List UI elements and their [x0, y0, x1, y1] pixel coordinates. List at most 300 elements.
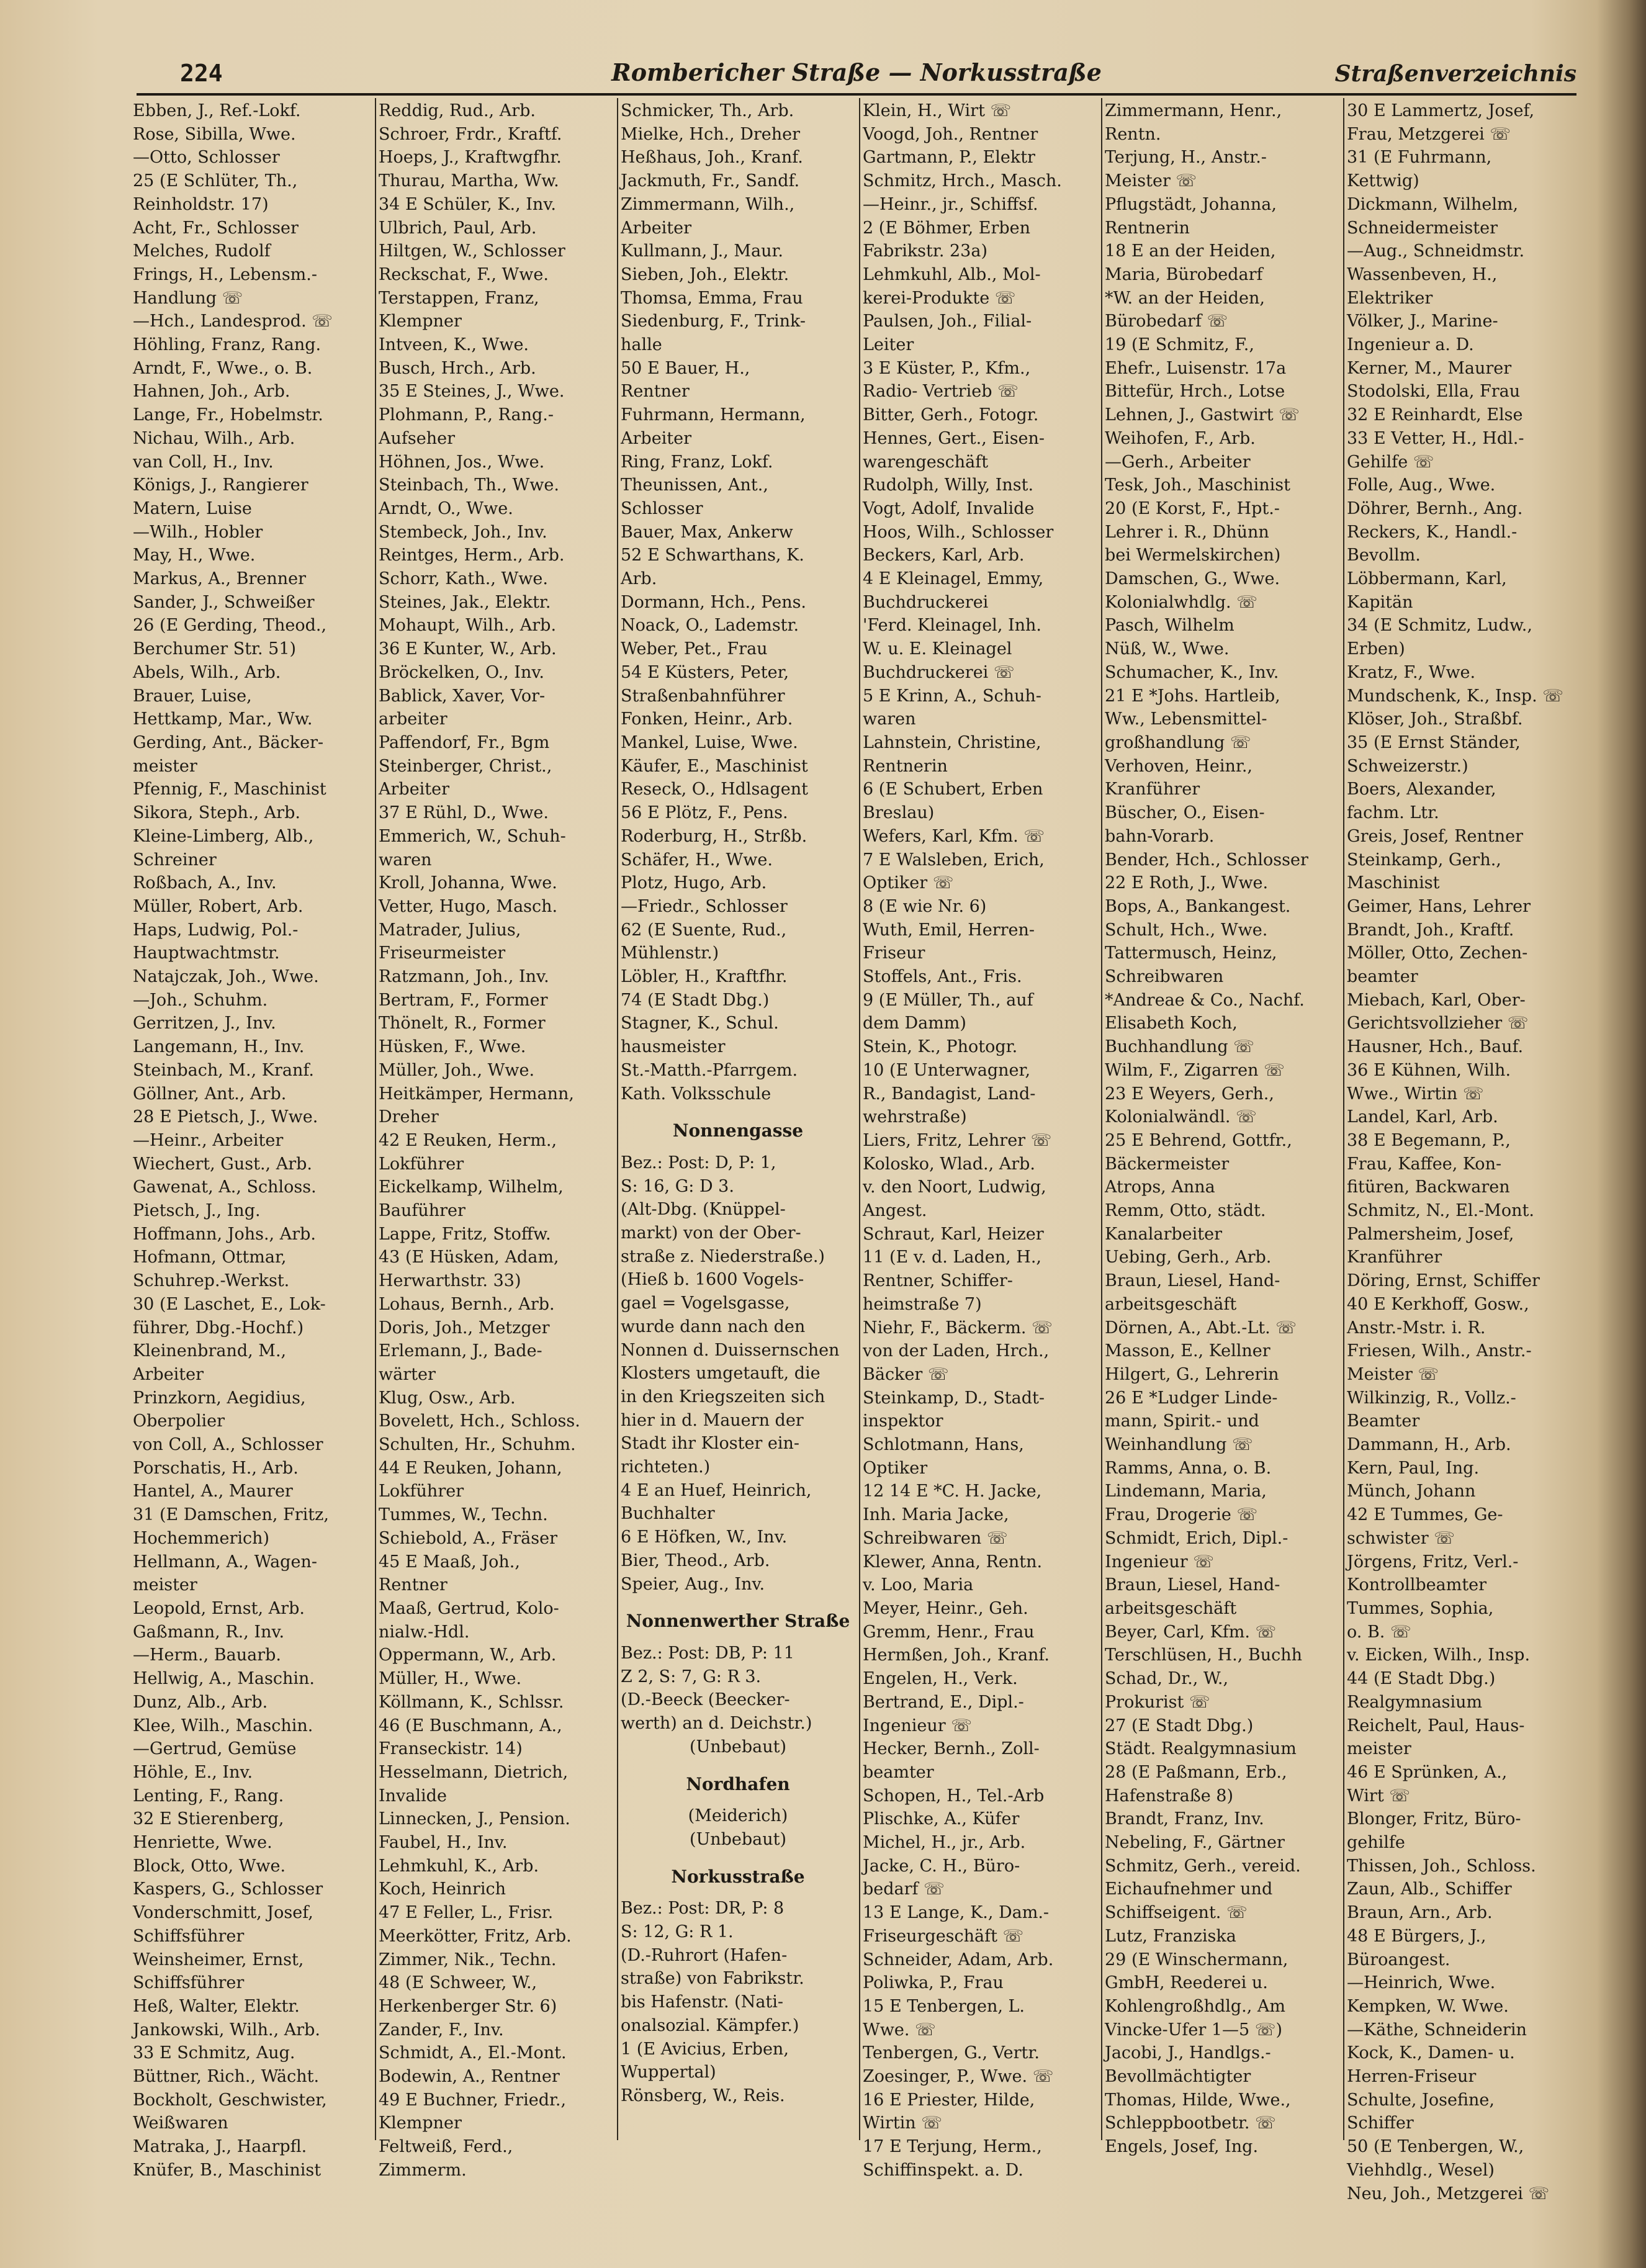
- directory-entry: Döhrer, Bernh., Ang.: [1347, 498, 1523, 518]
- directory-entry: 33 E Vetter, H., Hdl.-: [1347, 428, 1524, 448]
- directory-entry: Städt. Realgymnasium: [1105, 1739, 1297, 1759]
- directory-entry: Weihofen, F., Arb.: [1105, 428, 1256, 448]
- directory-entry: Rentner: [379, 1575, 447, 1595]
- directory-entry: 38 E Begemann, P.,: [1347, 1130, 1511, 1150]
- directory-entry: Abels, Wilh., Arb.: [133, 662, 281, 682]
- directory-entry: meister: [133, 756, 197, 776]
- directory-entry: Matern, Luise: [133, 498, 252, 518]
- directory-entry: Mohaupt, Wilh., Arb.: [379, 616, 557, 636]
- directory-entry: 3 E Küster, P., Kfm.,: [863, 358, 1031, 378]
- directory-entry: Lohaus, Bernh., Arb.: [379, 1294, 555, 1314]
- directory-entry: 49 E Buchner, Friedr.,: [379, 2090, 567, 2110]
- directory-entry: Greis, Josef, Rentner: [1347, 826, 1524, 846]
- directory-entry: Hoeps, J., Kraftwgfhr.: [379, 148, 562, 168]
- directory-entry: Bodewin, A., Rentner: [379, 2067, 560, 2087]
- directory-entry: Mühlenstr.): [621, 943, 719, 963]
- directory-entry: Jacke, C. H., Büro-: [863, 1856, 1020, 1876]
- directory-entry: Müller, Joh., Wwe.: [379, 1060, 535, 1080]
- directory-entry: —Wilh., Hobler: [133, 522, 263, 542]
- directory-entry: Wassenbeven, H.,: [1347, 264, 1498, 284]
- directory-entry: Zaun, Alb., Schiffer: [1347, 1879, 1512, 1899]
- directory-entry: —Heinr., Arbeiter: [133, 1130, 284, 1150]
- directory-entry: Langemann, H., Inv.: [133, 1037, 305, 1057]
- directory-entry: Oberpolier: [133, 1411, 225, 1431]
- directory-entry: Kleine-Limberg, Alb.,: [133, 826, 314, 846]
- directory-entry: 32 E Stierenberg,: [133, 1809, 284, 1829]
- directory-entry: Kettwig): [1347, 171, 1419, 191]
- directory-entry: (D.-Beeck (Beecker-: [621, 1690, 790, 1710]
- directory-entry: Stodolski, Ella, Frau: [1347, 382, 1521, 402]
- directory-entry: Rose, Sibilla, Wwe.: [133, 124, 296, 144]
- directory-entry: onalsozial. Kämpfer.): [621, 2015, 799, 2035]
- directory-entry: straße) von Fabrikstr.: [621, 1969, 804, 1989]
- directory-entry: Hilgert, G., Lehrerin: [1105, 1364, 1279, 1384]
- directory-entry: Voogd, Joh., Rentner: [863, 124, 1038, 144]
- directory-entry: Pfennig, F., Maschinist: [133, 780, 326, 799]
- directory-entry: Schiebold, A., Fräser: [379, 1528, 557, 1548]
- directory-entry: von der Laden, Hrch.,: [863, 1341, 1050, 1361]
- directory-entry: Lehmkuhl, K., Arb.: [379, 1856, 539, 1876]
- directory-entry: 48 (E Schweer, W.,: [379, 1973, 537, 1993]
- directory-entry: Franseckistr. 14): [379, 1739, 523, 1759]
- directory-entry: nialw.-Hdl.: [379, 1622, 470, 1642]
- directory-column-6: [1347, 99, 1578, 2203]
- directory-entry: gael = Vogelsgasse,: [621, 1294, 790, 1313]
- directory-entry: Bertram, F., Former: [379, 990, 548, 1010]
- directory-entry: (Unbebaut): [689, 1737, 787, 1757]
- directory-entry: 52 E Schwarthans, K.: [621, 546, 804, 565]
- directory-entry: —Heinr., jr., Schiffsf.: [863, 194, 1038, 214]
- directory-entry: Bauer, Max, Ankerw: [621, 522, 793, 542]
- directory-entry: Ingenieur a. D.: [1347, 335, 1474, 355]
- directory-entry: Bablick, Xaver, Vor-: [379, 686, 546, 706]
- directory-entry: Gerding, Ant., Bäcker-: [133, 732, 324, 752]
- directory-entry: Steinbach, M., Kranf.: [133, 1060, 314, 1080]
- directory-entry: 46 E Sprünken, A.,: [1347, 1762, 1508, 1782]
- directory-entry: 31 (E Damschen, Fritz,: [133, 1505, 329, 1525]
- directory-entry: Thissen, Joh., Schloss.: [1347, 1856, 1536, 1876]
- directory-entry: Lindemann, Maria,: [1105, 1482, 1267, 1501]
- directory-entry: Mielke, Hch., Dreher: [621, 124, 801, 144]
- directory-entry: Dammann, H., Arb.: [1347, 1435, 1511, 1455]
- directory-entry: warengeschäft: [863, 452, 989, 472]
- directory-entry: Frau, Drogerie ☏: [1105, 1505, 1258, 1525]
- directory-entry: 8 (E wie Nr. 6): [863, 896, 987, 916]
- directory-entry: Knüfer, B., Maschinist: [133, 2160, 322, 2180]
- directory-entry: Stadt ihr Kloster ein-: [621, 1434, 800, 1454]
- directory-entry: 1 (E Avicius, Erben,: [621, 2039, 789, 2059]
- directory-entry: 15 E Tenbergen, L.: [863, 1996, 1025, 2016]
- directory-entry: 48 E Bürgers, J.,: [1347, 1926, 1486, 1946]
- directory-entry: Masson, E., Kellner: [1105, 1341, 1270, 1361]
- directory-entry: Klempner: [379, 312, 462, 331]
- directory-entry: Hennes, Gert., Eisen-: [863, 428, 1045, 448]
- directory-entry: Feltweiß, Ferd.,: [379, 2137, 513, 2157]
- directory-entry: wehrstraße): [863, 1107, 967, 1127]
- directory-entry: schwister ☏: [1347, 1528, 1455, 1548]
- directory-entry: Bier, Theod., Arb.: [621, 1550, 770, 1570]
- directory-entry: Kanalarbeiter: [1105, 1224, 1223, 1244]
- directory-entry: Hellmann, A., Wagen-: [133, 1552, 317, 1572]
- directory-entry: Kullmann, J., Maur.: [621, 241, 784, 261]
- directory-entry: (Hieß b. 1600 Vogels-: [621, 1270, 804, 1290]
- directory-entry: Straßenbahnführer: [621, 686, 785, 706]
- street-heading: Norkusstraße: [671, 1866, 805, 1887]
- directory-entry: Uebing, Gerh., Arb.: [1105, 1248, 1272, 1267]
- directory-entry: Schweizerstr.): [1347, 756, 1468, 776]
- directory-entry: 34 E Schüler, K., Inv.: [379, 194, 556, 214]
- directory-entry: wurde dann nach den: [621, 1316, 806, 1336]
- directory-entry: Klempner: [379, 2113, 462, 2133]
- directory-entry: von Coll, A., Schlosser: [133, 1435, 323, 1455]
- directory-entry: Friesen, Wilh., Anstr.-: [1347, 1341, 1532, 1361]
- directory-entry: dem Damm): [863, 1014, 966, 1033]
- directory-entry: straße z. Niederstraße.): [621, 1246, 825, 1266]
- directory-entry: Brandt, Joh., Kraftf.: [1347, 920, 1514, 940]
- directory-entry: Steinberger, Christ.,: [379, 756, 552, 776]
- directory-entry: Höhling, Franz, Rang.: [133, 335, 322, 355]
- directory-entry: Nebeling, F., Gärtner: [1105, 1833, 1285, 1853]
- directory-entry: Schult, Hch., Wwe.: [1105, 920, 1268, 940]
- directory-entry: Reichelt, Paul, Haus-: [1347, 1716, 1525, 1735]
- directory-entry: Prokurist ☏: [1105, 1692, 1210, 1712]
- directory-entry: Meister ☏: [1347, 1364, 1439, 1384]
- directory-entry: Maria, Bürobedarf: [1105, 264, 1263, 284]
- page-title: Rombericher Straße — Norkusstraße: [611, 58, 1102, 86]
- directory-entry: Weinhandlung ☏: [1105, 1435, 1253, 1455]
- directory-entry: Gartmann, P., Elektr: [863, 148, 1035, 168]
- street-heading: Nonnenwerther Straße: [626, 1611, 850, 1632]
- directory-entry: Bauführer: [379, 1201, 465, 1221]
- directory-entry: Arbeiter: [621, 428, 692, 448]
- directory-entry: Vetter, Hugo, Masch.: [379, 896, 558, 916]
- directory-entry: arbeiter: [379, 709, 447, 729]
- directory-entry: Klee, Wilh., Maschin.: [133, 1716, 313, 1735]
- directory-entry: Weber, Pet., Frau: [621, 639, 768, 659]
- directory-entry: —Friedr., Schlosser: [621, 896, 788, 916]
- directory-entry: Schmidt, Erich, Dipl.-: [1105, 1528, 1288, 1548]
- directory-entry: May, H., Wwe.: [133, 546, 256, 565]
- directory-entry: Nichau, Wilh., Arb.: [133, 428, 295, 448]
- directory-entry: Handlung ☏: [133, 288, 243, 308]
- directory-entry: Klewer, Anna, Rentn.: [863, 1552, 1043, 1572]
- directory-entry: Matrader, Julius,: [379, 920, 521, 940]
- directory-entry: bei Wermelskirchen): [1105, 546, 1281, 565]
- directory-entry: 28 E Pietsch, J., Wwe.: [133, 1107, 318, 1127]
- directory-entry: bedarf ☏: [863, 1879, 945, 1899]
- directory-entry: Bürobedarf ☏: [1105, 312, 1228, 331]
- directory-entry: Beckers, Karl, Arb.: [863, 546, 1025, 565]
- directory-entry: Breslau): [863, 803, 935, 823]
- directory-entry: Nüß, W., Wwe.: [1105, 639, 1230, 659]
- directory-entry: Lehmkuhl, Alb., Mol-: [863, 264, 1041, 284]
- directory-entry: Stembeck, Joh., Inv.: [379, 522, 547, 542]
- directory-entry: Haps, Ludwig, Pol.-: [133, 920, 299, 940]
- directory-column-3: [621, 99, 855, 2135]
- directory-entry: Meister ☏: [1105, 171, 1197, 191]
- directory-entry: Lehrer i. R., Dhünn: [1105, 522, 1269, 542]
- directory-entry: Kapitän: [1347, 592, 1413, 612]
- directory-entry: 18 E an der Heiden,: [1105, 241, 1276, 261]
- directory-entry: Dickmann, Wilhelm,: [1347, 194, 1519, 214]
- directory-entry: Faubel, H., Inv.: [379, 1833, 508, 1853]
- directory-entry: gehilfe: [1347, 1833, 1405, 1853]
- directory-entry: Vogt, Adolf, Invalide: [863, 498, 1035, 518]
- directory-entry: Geimer, Hans, Lehrer: [1347, 896, 1531, 916]
- directory-column-4: [863, 99, 1097, 2180]
- directory-entry: Niehr, F., Bäckerm. ☏: [863, 1318, 1053, 1338]
- directory-entry: Schmitz, Gerh., vereid.: [1105, 1856, 1301, 1876]
- directory-entry: (Unbebaut): [689, 1829, 787, 1849]
- directory-entry: Döring, Ernst, Schiffer: [1347, 1271, 1540, 1291]
- directory-entry: Steinkamp, D., Stadt-: [863, 1388, 1045, 1408]
- directory-entry: 43 (E Hüsken, Adam,: [379, 1248, 559, 1267]
- street-heading: Nonnengasse: [672, 1120, 804, 1141]
- column-divider: [1101, 98, 1102, 2140]
- directory-entry: 56 E Plötz, F., Pens.: [621, 803, 788, 823]
- directory-entry: Schraut, Karl, Heizer: [863, 1224, 1044, 1244]
- directory-entry: Bez.: Post: D, P: 1,: [621, 1153, 776, 1172]
- directory-entry: in den Kriegszeiten sich: [621, 1387, 825, 1406]
- directory-entry: Schiffsführer: [133, 1926, 245, 1946]
- directory-entry: Klosters umgetauft, die: [621, 1364, 821, 1384]
- directory-entry: richteten.): [621, 1457, 711, 1477]
- section-label: Straßenverzeichnis: [1334, 61, 1576, 87]
- directory-entry: 42 E Tummes, Ge-: [1347, 1505, 1503, 1525]
- directory-entry: Höhle, E., Inv.: [133, 1762, 253, 1782]
- directory-entry: Kock, K., Damen- u.: [1347, 2043, 1515, 2063]
- directory-entry: Zander, F., Inv.: [379, 2020, 504, 2040]
- directory-entry: Fuhrmann, Hermann,: [621, 405, 806, 425]
- directory-entry: Friseurgeschäft ☏: [863, 1926, 1024, 1946]
- directory-entry: Rönsberg, W., Reis.: [621, 2086, 785, 2105]
- directory-entry: 40 E Kerkhoff, Gosw.,: [1347, 1294, 1529, 1314]
- directory-entry: Gerritzen, J., Inv.: [133, 1014, 276, 1033]
- directory-entry: 46 (E Buschmann, A.,: [379, 1716, 562, 1735]
- directory-entry: Wilm, F., Zigarren ☏: [1105, 1060, 1285, 1080]
- directory-entry: Ww., Lebensmittel-: [1105, 709, 1267, 729]
- directory-entry: Kern, Paul, Ing.: [1347, 1458, 1480, 1478]
- directory-entry: Schmitz, N., El.-Mont.: [1347, 1201, 1534, 1221]
- directory-entry: Optiker: [863, 1458, 928, 1478]
- directory-entry: Schlosser: [621, 498, 703, 518]
- directory-entry: Rentnerin: [1105, 218, 1190, 238]
- directory-entry: Braun, Liesel, Hand-: [1105, 1271, 1280, 1291]
- directory-entry: Invalide: [379, 1786, 447, 1806]
- directory-entry: Müller, Robert, Arb.: [133, 896, 304, 916]
- directory-entry: Terschlüsen, H., Buchh: [1105, 1645, 1303, 1665]
- directory-entry: 36 E Kühnen, Wilh.: [1347, 1060, 1511, 1080]
- directory-entry: Kratz, F., Wwe.: [1347, 662, 1476, 682]
- directory-column-1: [133, 99, 371, 2180]
- directory-entry: Löbler, H., Kraftfhr.: [621, 967, 788, 987]
- directory-entry: Hoffmann, Johs., Arb.: [133, 1224, 316, 1244]
- directory-entry: Klöser, Joh., Straßbf.: [1347, 709, 1523, 729]
- directory-entry: Roßbach, A., Inv.: [133, 873, 277, 893]
- directory-entry: Gremm, Henr., Frau: [863, 1622, 1035, 1642]
- directory-entry: Vonderschmitt, Josef,: [133, 1903, 313, 1923]
- column-divider: [1343, 98, 1344, 2140]
- directory-entry: Lutz, Franziska: [1105, 1926, 1236, 1946]
- directory-entry: Remm, Otto, städt.: [1105, 1201, 1266, 1221]
- page-number: 224: [180, 60, 223, 87]
- directory-entry: Tenbergen, G., Vertr.: [863, 2043, 1040, 2063]
- directory-entry: bis Hafenstr. (Nati-: [621, 1992, 784, 2012]
- directory-entry: Pietsch, J., Ing.: [133, 1201, 261, 1221]
- directory-entry: St.-Matth.-Pfarrgem.: [621, 1060, 798, 1080]
- directory-entry: Zimmermann, Wilh.,: [621, 194, 795, 214]
- directory-entry: Reseck, O., Hdlsagent: [621, 780, 809, 799]
- directory-entry: Stein, K., Photogr.: [863, 1037, 1018, 1057]
- directory-entry: Markus, A., Brenner: [133, 569, 307, 589]
- directory-entry: 35 (E Ernst Ständer,: [1347, 732, 1521, 752]
- directory-entry: 6 (E Schubert, Erben: [863, 780, 1043, 799]
- directory-entry: 42 E Reuken, Herm.,: [379, 1130, 557, 1150]
- directory-entry: Kranführer: [1347, 1248, 1442, 1267]
- directory-entry: Atrops, Anna: [1105, 1177, 1215, 1197]
- directory-entry: Schiffer: [1347, 2113, 1414, 2133]
- directory-entry: Heßhaus, Joh., Kranf.: [621, 148, 803, 168]
- directory-entry: Wuth, Emil, Herren-: [863, 920, 1035, 940]
- directory-entry: Brandt, Franz, Inv.: [1105, 1809, 1264, 1829]
- directory-entry: Schleppbootbetr. ☏: [1105, 2113, 1276, 2133]
- directory-entry: Schopen, H., Tel.-Arb: [863, 1786, 1045, 1806]
- directory-entry: Ramms, Anna, o. B.: [1105, 1458, 1272, 1478]
- directory-entry: Bops, A., Bankangest.: [1105, 896, 1291, 916]
- directory-entry: 44 E Reuken, Johann,: [379, 1458, 562, 1478]
- directory-entry: Gawenat, A., Schloss.: [133, 1177, 317, 1197]
- page-header: [137, 57, 1576, 96]
- directory-entry: Kolonialwändl. ☏: [1105, 1107, 1257, 1127]
- directory-entry: Ingenieur ☏: [863, 1716, 972, 1735]
- directory-entry: Ulbrich, Paul, Arb.: [379, 218, 537, 238]
- directory-entry: Frau, Metzgerei ☏: [1347, 124, 1511, 144]
- directory-entry: Tummes, Sophia,: [1347, 1599, 1494, 1618]
- directory-entry: —Gertrud, Gemüse: [133, 1739, 297, 1759]
- directory-entry: Boers, Alexander,: [1347, 780, 1496, 799]
- directory-entry: Hesselmann, Dietrich,: [379, 1762, 569, 1782]
- directory-entry: Schulte, Josefine,: [1347, 2090, 1495, 2110]
- directory-entry: Bez.: Post: DB, P: 11: [621, 1644, 794, 1663]
- directory-entry: 23 E Weyers, Gerh.,: [1105, 1084, 1274, 1104]
- directory-entry: 'Ferd. Kleinagel, Inh.: [863, 616, 1042, 636]
- column-divider: [375, 98, 376, 2140]
- directory-entry: Hüsken, F., Wwe.: [379, 1037, 526, 1057]
- directory-entry: kerei-Produkte ☏: [863, 288, 1016, 308]
- directory-entry: Lehnen, J., Gastwirt ☏: [1105, 405, 1300, 425]
- directory-entry: waren: [863, 709, 916, 729]
- directory-entry: Beamter: [1347, 1411, 1420, 1431]
- directory-entry: 5 E Krinn, A., Schuh-: [863, 686, 1041, 706]
- directory-entry: (Alt-Dbg. (Knüppel-: [621, 1200, 786, 1220]
- directory-entry: Rentn.: [1105, 124, 1161, 144]
- directory-entry: 37 E Rühl, D., Wwe.: [379, 803, 549, 823]
- directory-entry: Koch, Heinrich: [379, 1879, 506, 1899]
- directory-entry: Jörgens, Fritz, Verl.-: [1347, 1552, 1519, 1572]
- directory-entry: Schneider, Adam, Arb.: [863, 1950, 1054, 1969]
- directory-entry: Thönelt, R., Former: [379, 1014, 546, 1033]
- directory-entry: Hahnen, Joh., Arb.: [133, 382, 290, 402]
- directory-entry: Hecker, Bernh., Zoll-: [863, 1739, 1040, 1759]
- directory-entry: 26 (E Gerding, Theod.,: [133, 616, 327, 636]
- directory-entry: fachm. Ltr.: [1347, 803, 1439, 823]
- directory-entry: Gehilfe ☏: [1347, 452, 1434, 472]
- directory-entry: Intveen, K., Wwe.: [379, 335, 529, 355]
- directory-entry: 25 (E Schlüter, Th.,: [133, 171, 298, 191]
- directory-entry: Arndt, F., Wwe., o. B.: [133, 358, 313, 378]
- directory-entry: führer, Dbg.-Hochf.): [133, 1318, 304, 1338]
- directory-entry: heimstraße 7): [863, 1294, 982, 1314]
- directory-entry: 74 (E Stadt Dbg.): [621, 990, 770, 1010]
- directory-entry: Lappe, Fritz, Stoffw.: [379, 1224, 551, 1244]
- directory-entry: 6 E Höfken, W., Inv.: [621, 1528, 788, 1547]
- directory-entry: arbeitsgeschäft: [1105, 1294, 1237, 1314]
- directory-entry: Engelen, H., Verk.: [863, 1669, 1018, 1689]
- directory-entry: Zimmermann, Henr.,: [1105, 101, 1282, 120]
- directory-entry: Melches, Rudolf: [133, 241, 271, 261]
- directory-entry: Kath. Volksschule: [621, 1084, 771, 1104]
- directory-entry: Schmidt, A., El.-Mont.: [379, 2043, 567, 2063]
- directory-entry: Bröckelken, O., Inv.: [379, 662, 544, 682]
- directory-entry: Rentner, Schiffer-: [863, 1271, 1013, 1291]
- directory-entry: (D.-Ruhrort (Hafen-: [621, 1945, 788, 1965]
- directory-entry: Leiter: [863, 335, 914, 355]
- directory-entry: R., Bandagist, Land-: [863, 1084, 1036, 1104]
- directory-entry: Kroll, Johanna, Wwe.: [379, 873, 557, 893]
- directory-entry: Wirt ☏: [1347, 1786, 1411, 1806]
- directory-entry: Kolonialwhdlg. ☏: [1105, 592, 1257, 612]
- directory-entry: Prinzkorn, Aegidius,: [133, 1388, 306, 1408]
- directory-entry: 16 E Priester, Hilde,: [863, 2090, 1035, 2110]
- directory-entry: markt) von der Ober-: [621, 1223, 801, 1243]
- directory-entry: Stagner, K., Schul.: [621, 1014, 779, 1033]
- directory-entry: Anstr.-Mstr. i. R.: [1347, 1318, 1486, 1338]
- directory-entry: v. den Noort, Ludwig,: [863, 1177, 1046, 1197]
- directory-entry: 21 E *Johs. Hartleib,: [1105, 686, 1280, 706]
- directory-entry: Königs, J., Rangierer: [133, 475, 308, 495]
- directory-entry: Schroer, Frdr., Kraftf.: [379, 124, 562, 144]
- directory-entry: 30 (E Laschet, E., Lok-: [133, 1294, 326, 1314]
- directory-entry: Rentner: [621, 382, 690, 402]
- directory-entry: W. u. E. Kleinagel: [863, 639, 1012, 659]
- directory-entry: 25 E Behrend, Gottfr.,: [1105, 1130, 1292, 1150]
- directory-entry: Bertrand, E., Dipl.-: [863, 1692, 1024, 1712]
- directory-entry: Buchhalter: [621, 1504, 715, 1524]
- directory-entry: Tummes, W., Techn.: [379, 1505, 548, 1525]
- directory-entry: Jacobi, J., Handlgs.-: [1105, 2043, 1271, 2063]
- directory-entry: Büttner, Rich., Wächt.: [133, 2067, 320, 2087]
- directory-entry: 28 (E Paßmann, Erb.,: [1105, 1762, 1287, 1782]
- directory-entry: Acht, Fr., Schlosser: [133, 218, 299, 238]
- directory-entry: 31 (E Fuhrmann,: [1347, 148, 1492, 168]
- directory-entry: 7 E Walsleben, Erich,: [863, 850, 1045, 870]
- directory-entry: Schäfer, H., Wwe.: [621, 850, 773, 870]
- directory-entry: 34 (E Schmitz, Ludw.,: [1347, 616, 1532, 636]
- directory-entry: Ingenieur ☏: [1105, 1552, 1214, 1572]
- directory-entry: v. Eicken, Wilh., Insp.: [1347, 1645, 1531, 1665]
- directory-entry: halle: [621, 335, 662, 355]
- directory-entry: Kerner, M., Maurer: [1347, 358, 1512, 378]
- directory-entry: Schulten, Hr., Schuhm.: [379, 1435, 576, 1455]
- directory-entry: Wwe. ☏: [863, 2020, 936, 2040]
- directory-entry: Dörnen, A., Abt.-Lt. ☏: [1105, 1318, 1297, 1338]
- directory-entry: Arb.: [621, 569, 657, 589]
- directory-entry: Plohmann, P., Rang.-: [379, 405, 554, 425]
- directory-entry: Miebach, Karl, Ober-: [1347, 990, 1526, 1010]
- directory-entry: Schmicker, Th., Arb.: [621, 101, 794, 120]
- directory-entry: Terstappen, Franz,: [379, 288, 539, 308]
- directory-entry: Zimmerm.: [379, 2160, 467, 2180]
